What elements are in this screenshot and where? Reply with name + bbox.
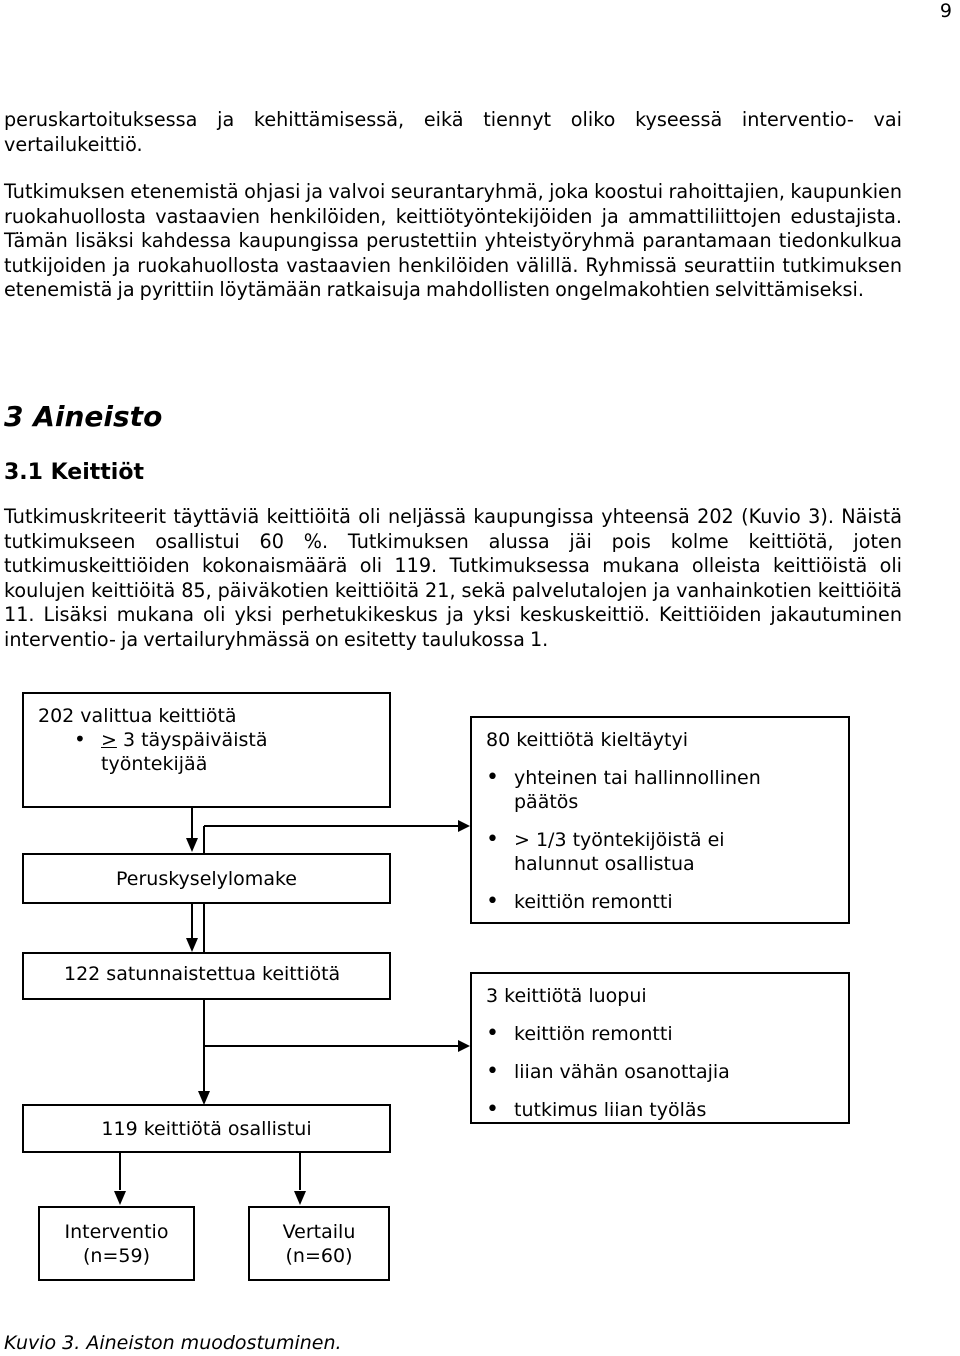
box-selected-kitchens (22, 692, 391, 808)
box-randomized (22, 952, 391, 1000)
box-questionnaire (22, 853, 391, 904)
paragraph-1: peruskartoituksessa ja kehittämisessä, eikä tiennyt oliko kyseessä interventio- vai vertailukeittiö. (4, 108, 902, 156)
bullet-icon: • (74, 727, 86, 751)
vertailu-count: (n=60) (285, 1244, 353, 1267)
box-refused (470, 716, 850, 924)
refused-item-1 (486, 766, 784, 814)
arrow-side2 (458, 1040, 470, 1052)
bullet-icon: • (486, 765, 499, 790)
greater-equal-symbol: > (101, 729, 117, 751)
arrow-vertailu (294, 1191, 306, 1205)
arrow-interventio (114, 1191, 126, 1205)
arrow-box3 (186, 938, 198, 952)
box-participated (22, 1104, 391, 1153)
withdrew-item-2-text: liian vähän osanottajia (514, 1061, 730, 1083)
refused-item-1-text: yhteinen tai hallinnollinen päätös (514, 767, 761, 813)
withdrew-item-1-text: keittiön remontti (514, 1023, 673, 1045)
bullet-icon: • (486, 1021, 499, 1046)
figure-caption: Kuvio 3. Aineiston muodostuminen. (4, 1332, 342, 1354)
box-selected-title: 202 valittua keittiötä (38, 705, 237, 727)
box-vertailu (248, 1206, 390, 1281)
withdrew-item-3-text: tutkimus liian työläs (514, 1099, 707, 1121)
refused-item-3-text: keittiön remontti (514, 891, 673, 913)
box-questionnaire-label: Peruskyselylomake (116, 867, 297, 890)
heading-keittiot: 3.1 Keittiöt (4, 460, 144, 485)
refused-item-2 (486, 828, 784, 876)
box-selected-criteria (38, 728, 389, 776)
criteria-text-1: 3 täyspäiväistä (116, 729, 268, 751)
bullet-icon: • (486, 889, 499, 914)
arrow-box2 (186, 838, 198, 852)
box-randomized-label: 122 satunnaistettua keittiötä (64, 963, 341, 985)
box-withdrew-title: 3 keittiötä luopui (486, 985, 647, 1007)
arrow-side1 (458, 820, 470, 832)
arrow-box4 (198, 1091, 210, 1105)
refused-item-2-text: > 1/3 työntekijöistä ei halunnut osallistua (514, 829, 725, 875)
withdrew-item-2 (486, 1060, 848, 1084)
vertailu-label: Vertailu (282, 1220, 356, 1243)
bullet-icon: • (486, 827, 499, 852)
withdrew-item-1 (486, 1022, 848, 1046)
bullet-icon: • (486, 1059, 499, 1084)
interventio-label: Interventio (64, 1220, 169, 1243)
box-withdrew (470, 972, 850, 1124)
interventio-count: (n=59) (83, 1244, 150, 1267)
box-refused-title: 80 keittiötä kieltäytyi (486, 729, 689, 751)
paragraph-2: Tutkimuksen etenemistä ohjasi ja valvoi seurantaryhmä, joka koostui rahoittajien, kaupunkien ruokahuollosta vastaavien henkilöiden, keittiötyöntekijöiden ja ammattiliittojen edustajista. Tämän lisäksi kahdessa kaupungissa perustettiin yhteistyöryhmä parantamaan tiedonkulkua tutkijoiden ja ruokahuollosta vastaavien henkilöiden välillä. Ryhmissä seurattiin tutkimuksen etenemistä ja pyrittiin löytämään ratkaisuja mahdollisten ongelmakohtien selvittämiseksi. (4, 180, 902, 301)
criteria-text-2: työntekijää (101, 753, 208, 775)
refused-item-3 (486, 890, 784, 914)
withdrew-item-3 (486, 1098, 848, 1122)
box-participated-label: 119 keittiötä osallistui (101, 1117, 312, 1140)
paragraph-3: Tutkimuskriteerit täyttäviä keittiöitä oli neljässä kaupungissa yhteensä 202 (Kuvio 3). Näistä tutkimukseen osallistui 60 %. Tutkimuksen alussa jäi pois kolme keittiötä, joten tutkimuskeittiöiden kokonaismäärä oli 119. Tutkimuksessa mukana olleista keittiöistä oli koulujen keittiöitä 85, päiväkotien keittiöitä 21, sekä palvelutalojen ja vanhainkotien keittiöitä 11. Lisäksi mukana oli yksi perhetukikeskus ja yksi keskuskeittiö. Keittiöiden jakautuminen interventio- ja vertailuryhmässä on esitetty taulukossa 1. (4, 505, 902, 651)
bullet-icon: • (486, 1097, 499, 1122)
box-interventio (38, 1206, 195, 1281)
page-number: 9 (939, 0, 952, 22)
heading-aineisto: 3 Aineisto (4, 400, 163, 433)
